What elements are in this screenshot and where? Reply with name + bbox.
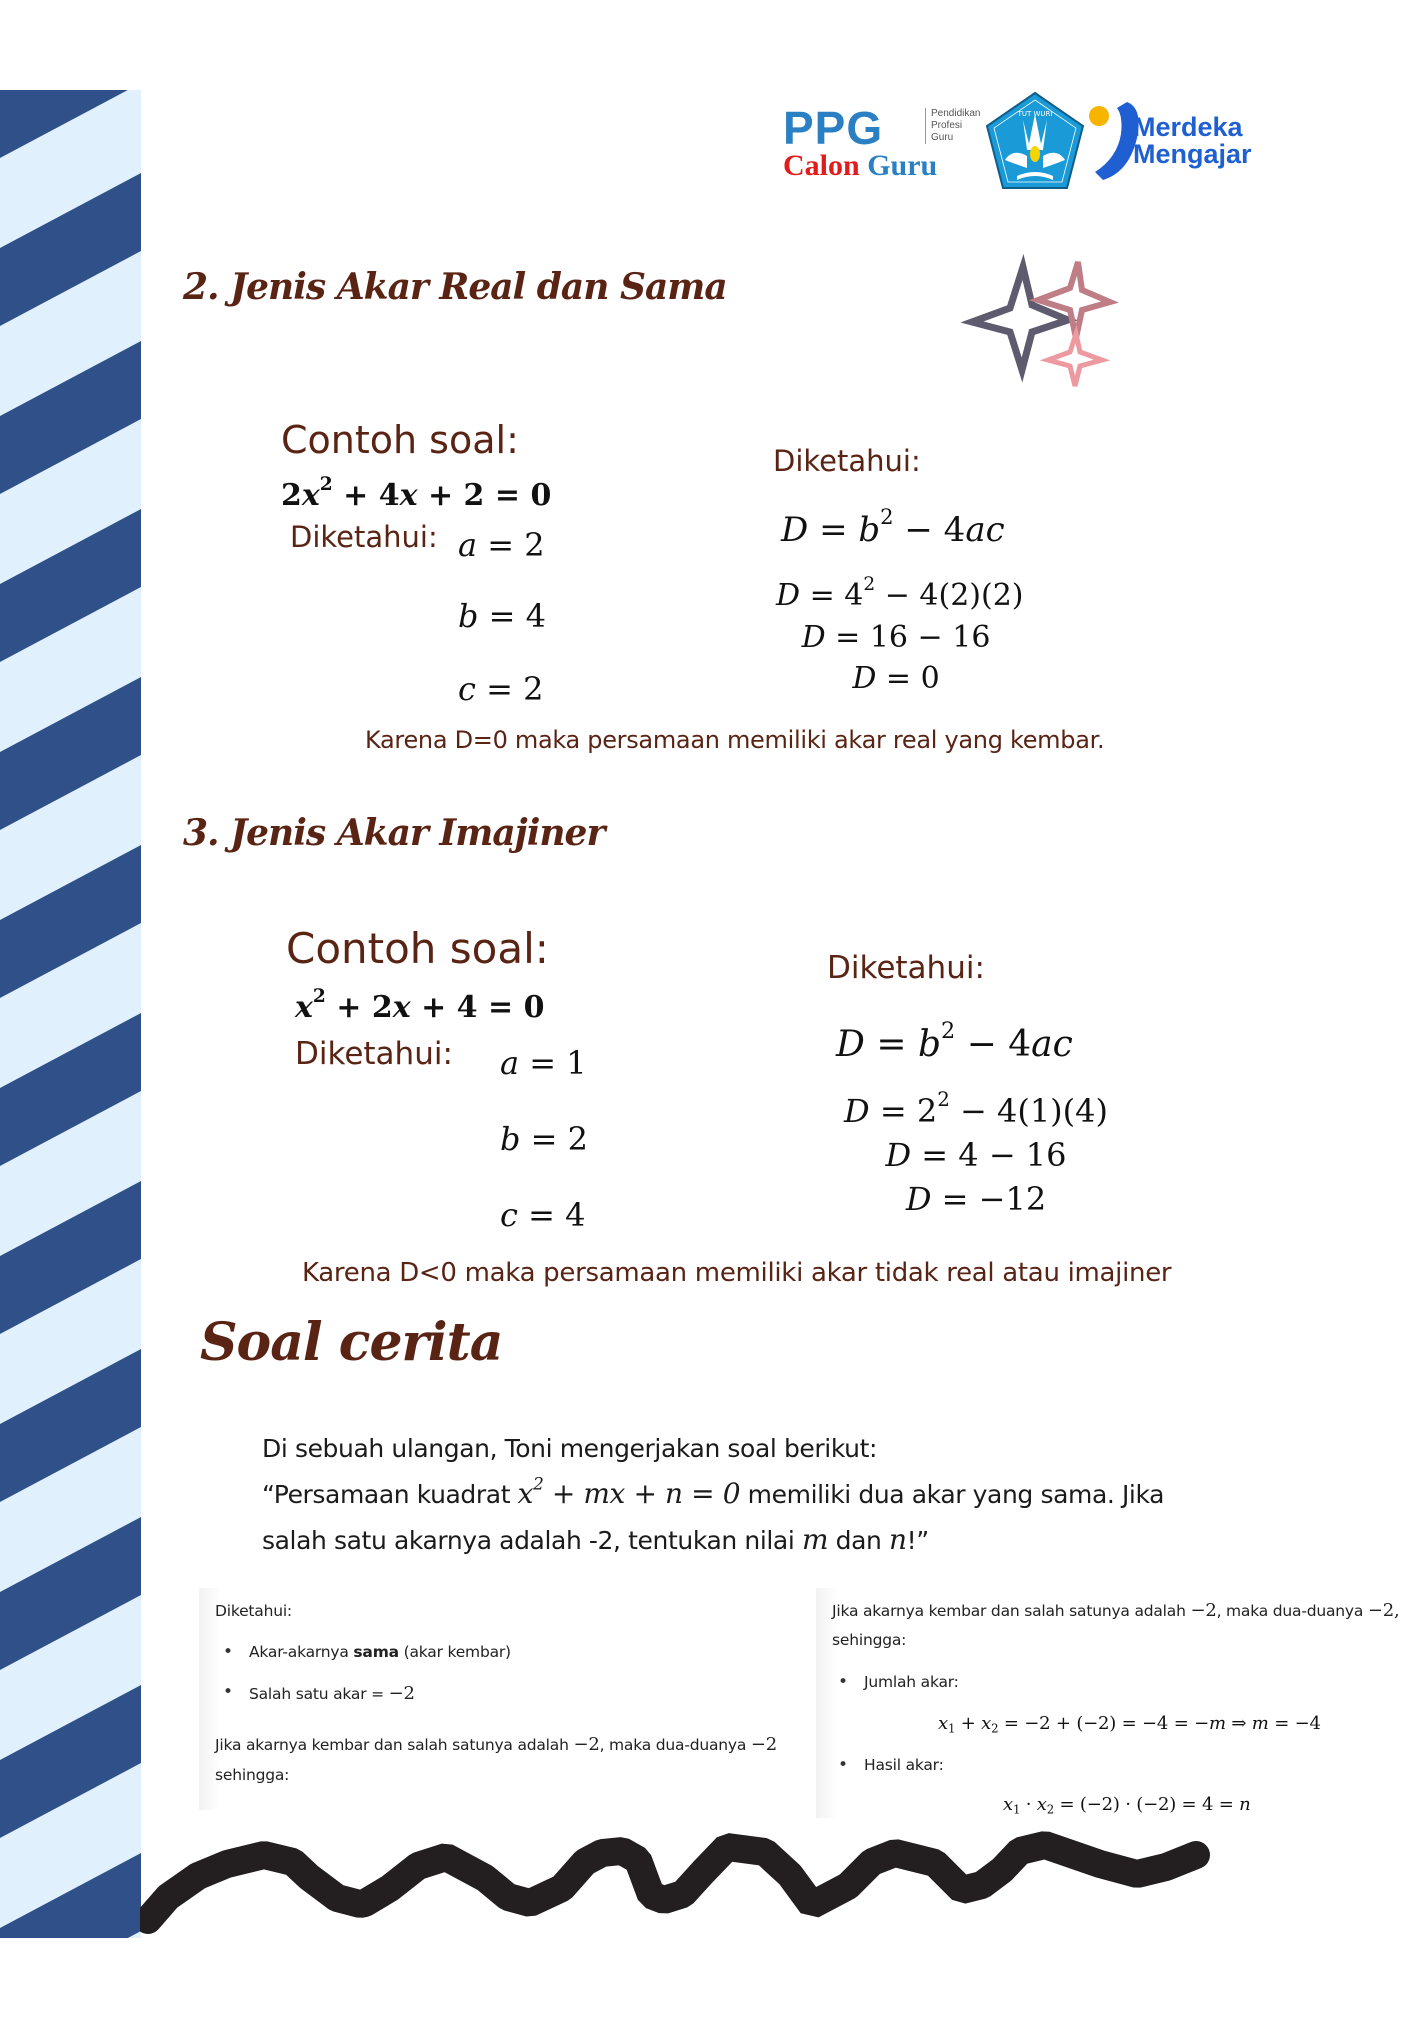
discriminant-formula: $D = b^2 - 4ac$: [781, 504, 1005, 550]
bullet-text: Salah satu akar =: [249, 1685, 389, 1703]
ppg-sub-line: Profesi: [931, 120, 963, 131]
ppg-sub-line: Pendidikan: [931, 108, 981, 119]
bullet-text: Akar-akarnya: [249, 1643, 354, 1661]
para-text: Jika akarnya kembar dan salah satunya adalah: [832, 1602, 1191, 1620]
ppg-logo: [783, 102, 981, 182]
variable-m: m: [801, 1523, 829, 1556]
solution-known-title: Diketahui:: [215, 1602, 292, 1620]
coefficient-c: c = 4: [500, 1196, 586, 1234]
solution-bullet: [249, 1683, 415, 1704]
sum-of-roots-bullet: • Jumlah akar:: [864, 1673, 959, 1691]
solution-paragraph-end: sehingga:: [215, 1766, 290, 1784]
product-of-roots-equation: $x_1 \cdot x_2 = (-2) \cdot (-2) = 4 = n$: [1003, 1794, 1251, 1817]
coefficient-a: a = 1: [500, 1044, 587, 1082]
example-equation: $2x^2 + 4x + 2 = 0$: [281, 474, 552, 513]
solution-paragraph: [215, 1734, 777, 1755]
conclusion-text: Karena D<0 maka persamaan memiliki akar tidak real atau imajiner: [302, 1258, 1172, 1288]
para-text: Jika akarnya kembar dan salah satunya adalah: [215, 1736, 574, 1754]
discriminant-step-1: $D = 2^2 - 4(1)(4)$: [844, 1088, 1108, 1130]
bullet-bold: sama: [353, 1643, 399, 1661]
discriminant-step-1: $D = 4^2 - 4(2)(2)$: [776, 574, 1024, 613]
solution-panel-right: [816, 1588, 1400, 1818]
solution-panel-left: [199, 1588, 819, 1810]
ppg-logo-text: PPG: [783, 102, 884, 154]
ppg-sub-line: Guru: [931, 132, 954, 143]
coefficient-b: b = 2: [500, 1120, 588, 1158]
known-label: Diketahui:: [290, 520, 438, 554]
para-value: −2: [1190, 1600, 1217, 1621]
story-text: !”: [906, 1526, 929, 1555]
calon-word: Calon: [783, 149, 860, 182]
coefficient-a: a = 2: [458, 526, 545, 564]
mengajar-word: Mengajar: [1133, 139, 1252, 169]
guru-word: Guru: [867, 149, 938, 182]
bullet-text: (akar kembar): [398, 1643, 511, 1661]
section-3-heading: 3. Jenis Akar Imajiner: [183, 812, 605, 854]
solution-bullet: [249, 1643, 511, 1661]
wavy-line-decoration-icon: [140, 1830, 1428, 1960]
known-label-right: Diketahui:: [827, 950, 985, 986]
tut-wuri-handayani-emblem-icon: [983, 90, 1087, 194]
story-text: “Persamaan kuadrat: [262, 1480, 518, 1509]
conclusion-text: Karena D=0 maka persamaan memiliki akar real yang kembar.: [365, 726, 1105, 754]
product-of-roots-bullet: • Hasil akar:: [864, 1756, 944, 1774]
sum-of-roots-equation: $x_1 + x_2 = -2 + (-2) = -4 = -m$ ⇒ m = −4: [938, 1713, 1321, 1736]
bullet-value: −2: [388, 1683, 415, 1704]
story-line-3: [262, 1517, 1164, 1563]
calon-guru-text: [783, 150, 937, 182]
para-value: −2: [573, 1734, 600, 1755]
discriminant-formula: $D = b^2 - 4ac$: [836, 1018, 1073, 1065]
decorative-stripe-band: [0, 90, 141, 1938]
section-2-heading: 2. Jenis Akar Real dan Sama: [183, 266, 727, 308]
solution-paragraph-end: sehingga:: [832, 1631, 907, 1649]
para-text: , maka dua-duanya: [599, 1736, 751, 1754]
para-value: −2: [750, 1734, 778, 1755]
story-text: dan: [828, 1526, 890, 1555]
coefficient-b: b = 4: [458, 597, 546, 635]
para-value: −2,: [1367, 1600, 1400, 1621]
known-label: Diketahui:: [295, 1036, 453, 1072]
known-label-right: Diketahui:: [773, 444, 921, 478]
example-label: Contoh soal:: [281, 418, 519, 462]
variable-n: n: [889, 1523, 907, 1556]
ppg-logo-subtitle: [925, 108, 980, 144]
story-problem-text: [262, 1426, 1164, 1563]
discriminant-step-3: D = 0: [852, 661, 940, 696]
example-label: Contoh soal:: [286, 924, 549, 973]
para-text: , maka dua-duanya: [1216, 1602, 1368, 1620]
svg-text:TUT WURI: TUT WURI: [1017, 110, 1053, 118]
header-logos: [783, 88, 1283, 198]
diagonal-stripes-icon: [0, 90, 141, 1938]
story-line-2: [262, 1471, 1164, 1517]
solution-paragraph: [832, 1600, 1400, 1621]
discriminant-step-2: D = 4 − 16: [885, 1136, 1067, 1174]
merdeka-word: Merdeka: [1133, 112, 1243, 142]
story-line-1: Di sebuah ulangan, Toni mengerjakan soal berikut:: [262, 1434, 878, 1463]
merdeka-mengajar-text: [1133, 114, 1252, 168]
sparkle-stars-icon: [940, 250, 1120, 390]
coefficient-c: c = 2: [458, 670, 544, 708]
story-equation: $x^2$ + mx + n = 0: [517, 1473, 741, 1510]
story-text: salah satu akarnya adalah -2, tentukan nilai: [262, 1526, 802, 1555]
story-text: memiliki dua akar yang sama. Jika: [740, 1480, 1165, 1509]
example-equation: $x^2 + 2x + 4 = 0$: [295, 986, 545, 1025]
discriminant-step-2: D = 16 − 16: [801, 620, 991, 655]
story-problem-heading: Soal cerita: [200, 1312, 503, 1373]
discriminant-step-3: D = −12: [905, 1180, 1047, 1218]
